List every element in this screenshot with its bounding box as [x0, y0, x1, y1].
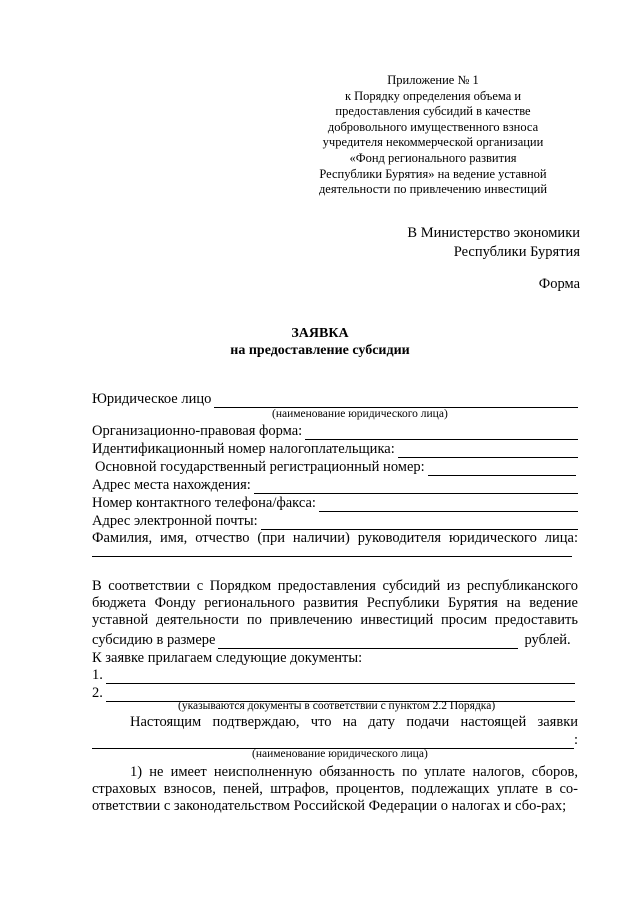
phone-field[interactable]: [92, 495, 578, 512]
field-line[interactable]: [261, 515, 578, 530]
addressee-line: Республики Бурятия: [453, 244, 580, 260]
field-label: Номер контактного телефона/факса:: [92, 495, 316, 511]
confirm-colon: :: [573, 732, 578, 748]
item-1-paragraph: 1) не имеет неисполненную обязанность по уплате налогов, сборов, страховых взносов, пеней, штрафов, процентов, подлежащих уплате в со-ответствии с законодательством Российской Федерации о налогах и сбо-рах;: [92, 764, 578, 815]
amount-suffix: рублей.: [524, 632, 571, 648]
doc-number: 2.: [92, 685, 103, 701]
confirm-entity-field[interactable]: [92, 732, 578, 749]
field-line[interactable]: [319, 497, 578, 512]
request-paragraph: В соответствии с Порядком предоставления субсидий из республиканского бюджета Фонду регионального развития Республики Бурятия на ведение уставной деятельности по привлечению инвестиций просим предоставить: [92, 578, 578, 629]
field-label: Адрес места нахождения:: [92, 477, 251, 493]
form-label: Форма: [538, 276, 580, 292]
appendix-line: предоставления субсидий в качестве: [335, 104, 531, 119]
appendix-line: «Фонд регионального развития: [349, 150, 517, 165]
appendix-line: деятельности по привлечению инвестиций: [318, 182, 548, 197]
address-field[interactable]: [92, 477, 578, 494]
doc-line[interactable]: [106, 669, 575, 684]
amount-prefix: субсидию в размере: [92, 632, 216, 648]
field-label: Юридическое лицо: [92, 391, 212, 407]
addressee: [407, 224, 580, 262]
document-title: [0, 325, 640, 359]
legal-entity-hint: (наименование юридического лица): [272, 408, 448, 420]
appendix-line: добровольного имущественного взноса: [327, 119, 539, 134]
appendix-line: Республики Бурятия» на ведение уставной: [319, 166, 547, 181]
field-line[interactable]: [428, 461, 576, 476]
head-name-line[interactable]: [92, 556, 572, 557]
field-label: Адрес электронной почты:: [92, 513, 258, 529]
docs-intro: К заявке прилагаем следующие документы:: [92, 650, 363, 666]
confirm-text: Настоящим подтверждаю, что на дату подачи настоящей заявки: [130, 714, 578, 730]
field-line[interactable]: [214, 393, 578, 408]
org-legal-form-field[interactable]: [92, 423, 578, 440]
appendix-line: к Порядку определения объема и: [344, 88, 522, 103]
doc-number: 1.: [92, 667, 103, 683]
doc-item-1[interactable]: [92, 667, 575, 684]
subtitle: на предоставление субсидии: [230, 343, 410, 358]
legal-entity-field[interactable]: [92, 391, 578, 408]
confirm-hint: (наименование юридического лица): [252, 748, 428, 760]
title: ЗАЯВКА: [291, 326, 349, 341]
appendix-line: учредителя некоммерческой организации: [322, 135, 544, 150]
inn-field[interactable]: [92, 441, 578, 458]
amount-field[interactable]: [92, 632, 578, 649]
amount-line[interactable]: [218, 634, 518, 649]
email-field[interactable]: [92, 513, 578, 530]
addressee-line: В Министерство экономики: [407, 225, 580, 241]
docs-hint: (указываются документы в соответствии с пунктом 2.2 Порядка): [178, 700, 496, 712]
appendix-line: Приложение № 1: [387, 73, 479, 87]
field-line[interactable]: [398, 443, 578, 458]
field-label: Идентификационный номер налогоплательщика:: [92, 441, 395, 457]
confirm-entity-line[interactable]: [92, 734, 574, 749]
appendix-note: [300, 73, 566, 198]
ogrn-field[interactable]: [95, 459, 576, 476]
field-line[interactable]: [254, 479, 578, 494]
field-line[interactable]: [305, 425, 578, 440]
field-label: Организационно-правовая форма:: [92, 423, 303, 439]
head-name-label: Фамилия, имя, отчество (при наличии) руководителя юридического лица:: [92, 530, 578, 546]
field-label: Основной государственный регистрационный номер:: [95, 459, 425, 475]
